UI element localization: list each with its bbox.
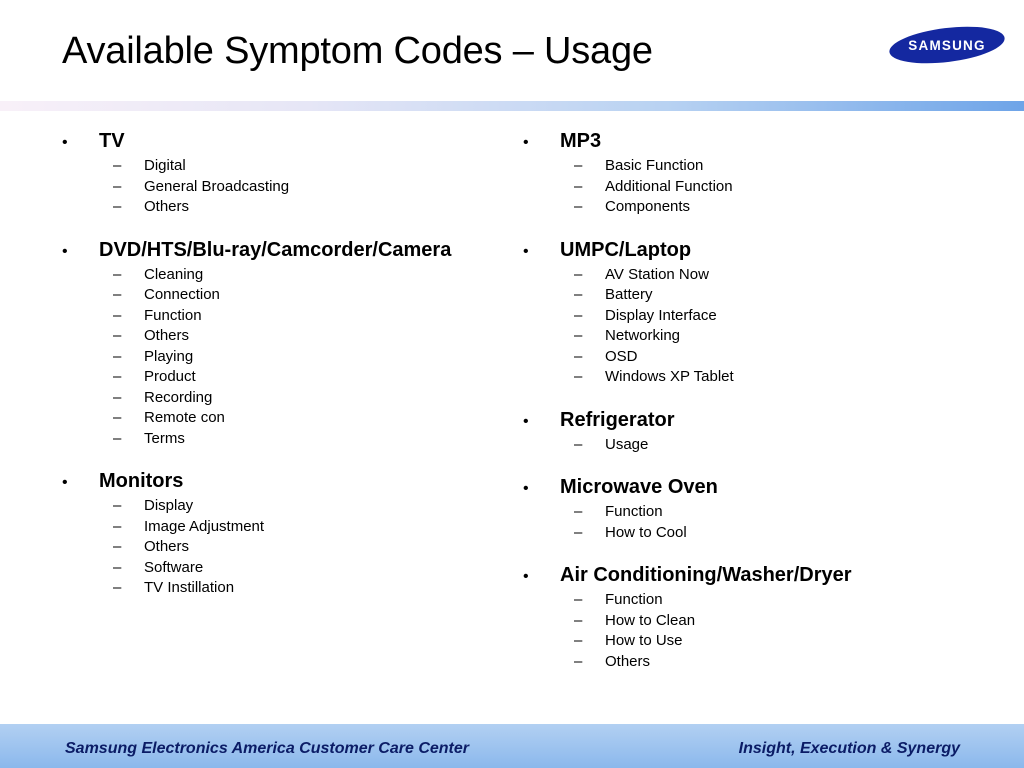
footer-left-text: Samsung Electronics America Customer Care Center [65, 740, 469, 757]
symptom-code-item [521, 347, 991, 368]
dash-icon: – [574, 286, 583, 303]
symptom-code-item [60, 496, 510, 517]
product-group [60, 468, 510, 599]
symptom-code-item [521, 590, 991, 611]
symptom-code-label: Digital [144, 157, 186, 174]
product-group [521, 474, 991, 543]
product-heading-label: DVD/HTS/Blu-ray/Camcorder/Camera [99, 238, 452, 261]
symptom-code-item [521, 197, 991, 218]
symptom-code-item [60, 517, 510, 538]
symptom-code-item [521, 156, 991, 177]
product-group [521, 562, 991, 672]
symptom-code-item [521, 285, 991, 306]
symptom-code-item [521, 367, 991, 388]
symptom-code-label: Additional Function [605, 177, 733, 195]
product-heading [521, 562, 991, 590]
symptom-code-item [521, 435, 991, 456]
product-heading-label: Monitors [99, 470, 184, 492]
bullet-icon: • [523, 480, 529, 497]
product-heading-label: Refrigerator [560, 408, 675, 431]
symptom-code-label: Others [144, 327, 190, 344]
symptom-code-label: Networking [605, 327, 681, 344]
bullet-icon: • [62, 474, 68, 491]
dash-icon: – [113, 347, 122, 365]
dash-icon: – [113, 409, 122, 426]
dash-icon: – [574, 368, 583, 385]
bullet-icon: • [62, 134, 68, 151]
symptom-code-item [60, 306, 510, 327]
product-group [521, 237, 991, 388]
symptom-code-label: Function [605, 591, 663, 608]
logo-text: SAMSUNG [908, 38, 986, 53]
symptom-code-label: OSD [605, 347, 638, 365]
right-column [521, 128, 991, 691]
dash-icon: – [113, 388, 122, 406]
product-group [521, 407, 991, 456]
bullet-icon: • [62, 242, 68, 260]
product-heading-label: Microwave Oven [560, 476, 718, 498]
dash-icon: – [574, 157, 583, 174]
symptom-code-item [521, 652, 991, 673]
left-column [60, 128, 510, 618]
symptom-code-label: How to Use [605, 632, 683, 649]
dash-icon: – [113, 517, 122, 535]
dash-icon: – [113, 265, 122, 283]
symptom-code-item [60, 388, 510, 409]
dash-icon: – [574, 177, 583, 195]
dash-icon: – [113, 177, 122, 195]
slide-title: Available Symptom Codes – Usage [62, 30, 653, 72]
symptom-code-label: Basic Function [605, 157, 704, 174]
dash-icon: – [574, 503, 583, 520]
symptom-code-item [60, 537, 510, 558]
symptom-code-item [521, 326, 991, 347]
symptom-code-item [60, 156, 510, 177]
symptom-code-item [60, 347, 510, 368]
symptom-code-label: How to Cool [605, 523, 687, 541]
product-heading-label: Air Conditioning/Washer/Dryer [560, 564, 852, 586]
product-group [60, 237, 510, 450]
dash-icon: – [574, 327, 583, 344]
samsung-logo [888, 25, 1006, 65]
symptom-code-label: Others [144, 538, 190, 555]
symptom-code-label: Connection [144, 286, 220, 303]
product-group [60, 128, 510, 218]
symptom-code-item [60, 285, 510, 306]
dash-icon: – [574, 652, 583, 670]
symptom-code-item [521, 631, 991, 652]
symptom-code-label: Terms [144, 429, 185, 447]
symptom-code-item [521, 523, 991, 544]
symptom-code-label: Cleaning [144, 265, 204, 283]
symptom-code-label: Battery [605, 286, 653, 303]
dash-icon: – [113, 327, 122, 344]
symptom-code-item [60, 429, 510, 450]
product-heading [60, 237, 510, 265]
symptom-code-item [60, 265, 510, 286]
symptom-code-item [521, 265, 991, 286]
symptom-code-label: Remote con [144, 409, 225, 426]
symptom-code-label: Function [144, 306, 202, 324]
bullet-icon: • [523, 412, 529, 430]
product-heading [521, 237, 991, 265]
symptom-code-item [60, 578, 510, 599]
symptom-code-label: Usage [605, 435, 649, 453]
symptom-code-item [60, 177, 510, 198]
dash-icon: – [574, 347, 583, 365]
dash-icon: – [113, 198, 122, 215]
dash-icon: – [113, 538, 122, 555]
symptom-code-label: How to Clean [605, 611, 696, 629]
dash-icon: – [574, 632, 583, 649]
symptom-code-label: Components [605, 198, 691, 215]
symptom-code-label: Image Adjustment [144, 517, 265, 535]
dash-icon: – [574, 265, 583, 283]
dash-icon: – [113, 368, 122, 385]
product-heading-label: MP3 [560, 130, 602, 152]
dash-icon: – [574, 611, 583, 629]
symptom-code-label: Others [605, 652, 651, 670]
bullet-icon: • [523, 134, 529, 151]
footer-right-text: Insight, Execution & Synergy [738, 740, 960, 757]
dash-icon: – [113, 497, 122, 514]
symptom-code-label: Function [605, 503, 663, 520]
product-heading [60, 128, 510, 156]
product-heading-label: UMPC/Laptop [560, 238, 692, 261]
dash-icon: – [574, 591, 583, 608]
symptom-code-label: Others [144, 198, 190, 215]
dash-icon: – [574, 435, 583, 453]
symptom-code-label: Display Interface [605, 306, 717, 324]
product-heading [521, 128, 991, 156]
dash-icon: – [113, 286, 122, 303]
symptom-code-item [60, 326, 510, 347]
dash-icon: – [113, 579, 122, 596]
dash-icon: – [574, 198, 583, 215]
symptom-code-label: Display [144, 497, 194, 514]
dash-icon: – [574, 306, 583, 324]
symptom-code-item [521, 306, 991, 327]
product-group [521, 128, 991, 218]
symptom-code-item [60, 558, 510, 579]
symptom-code-item [60, 408, 510, 429]
symptom-code-label: Software [144, 558, 204, 576]
symptom-code-item [60, 367, 510, 388]
bullet-icon: • [523, 242, 529, 260]
product-heading-label: TV [99, 130, 125, 152]
dash-icon: – [113, 306, 122, 324]
symptom-code-item [521, 177, 991, 198]
dash-icon: – [113, 157, 122, 174]
product-heading [521, 407, 991, 435]
symptom-code-label: AV Station Now [605, 265, 709, 283]
dash-icon: – [113, 429, 122, 447]
product-heading [521, 474, 991, 502]
dash-icon: – [113, 558, 122, 576]
symptom-code-item [60, 197, 510, 218]
symptom-code-label: TV Instillation [144, 579, 235, 596]
product-heading [60, 468, 510, 496]
symptom-code-label: Windows XP Tablet [605, 368, 734, 385]
symptom-code-label: General Broadcasting [144, 177, 290, 195]
symptom-code-item [521, 502, 991, 523]
dash-icon: – [574, 523, 583, 541]
footer-bar [0, 724, 1024, 768]
symptom-code-item [521, 611, 991, 632]
symptom-code-label: Product [144, 368, 196, 385]
symptom-code-label: Recording [144, 388, 213, 406]
bullet-icon: • [523, 568, 529, 585]
header-divider-band [0, 101, 1024, 111]
symptom-code-label: Playing [144, 347, 194, 365]
